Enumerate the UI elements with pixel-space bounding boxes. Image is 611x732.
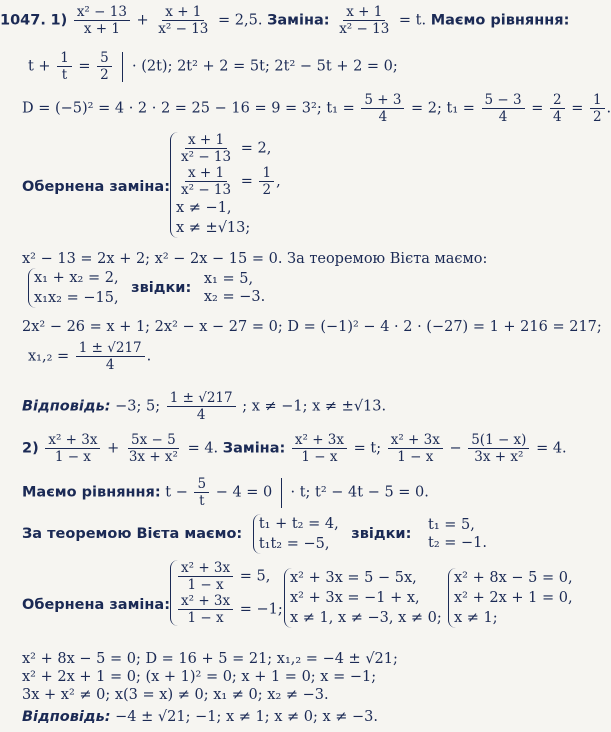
numerator: 5 + 3 — [361, 92, 404, 109]
fraction — [97, 50, 112, 83]
root: x₁ = 5, — [203, 271, 254, 287]
numerator: x + 1 — [185, 132, 227, 149]
text: t − — [165, 484, 188, 501]
fraction — [57, 50, 72, 83]
p2-vieta — [22, 514, 487, 554]
brace — [448, 568, 573, 628]
denominator: 4 — [552, 109, 562, 125]
obernena-label — [22, 178, 170, 196]
denominator: x² − 13 — [339, 21, 390, 37]
numerator: x + 1 — [162, 4, 204, 21]
numerator: x² + 3x — [178, 560, 233, 577]
fraction — [336, 4, 392, 37]
fraction — [361, 92, 404, 125]
numerator: 1 — [259, 165, 274, 182]
zamina-label: Заміна: — [222, 440, 286, 457]
fraction — [126, 432, 181, 465]
numerator: 1 ± √217 — [76, 340, 145, 357]
fraction — [292, 432, 347, 465]
answer-2 — [22, 708, 378, 726]
p2-line-2: x² + 2x + 1 = 0; (x + 1)² = 0; x + 1 = 0; x = −1; — [22, 669, 377, 685]
denominator: 1 − x — [187, 577, 224, 593]
denominator: 1 − x — [54, 449, 91, 465]
eq: x² + 2x + 1 = 0, — [454, 590, 573, 606]
fraction — [590, 92, 605, 125]
fraction — [482, 92, 525, 125]
text: = 5, — [239, 568, 271, 585]
equation-end: = 2,5. — [218, 12, 263, 29]
line-1 — [0, 4, 569, 37]
label: Обернена заміна: — [22, 597, 171, 613]
fraction — [178, 560, 233, 593]
numerator: x² − 13 — [74, 4, 130, 21]
text: ; x ≠ −1; x ≠ ±√13. — [242, 398, 387, 415]
denominator: 2 — [262, 182, 272, 198]
roots-line: x₁,₂ = $\frac{1 \pm √217}{4}$ . — [28, 340, 152, 373]
denominator: x² − 13 — [158, 21, 209, 37]
numerator: 1 — [590, 92, 605, 109]
text: x₁,₂ = — [28, 348, 70, 365]
text: t + — [28, 58, 51, 75]
text: + — [107, 440, 120, 457]
line-3: D = (−5)² = 4 · 2 · 2 = 25 − 16 = 9 = 3²; t₁ = $\frac{5 + 3}{4}$ = 2; t₁ = $\frac{5 - 3}{4}$ = $\frac{2}{4}$ = $\frac{1}{2}$ . — [22, 92, 611, 125]
condition: x ≠ −1, — [176, 200, 232, 216]
brace — [253, 514, 339, 554]
answer-1 — [22, 390, 386, 423]
numerator: 1 — [57, 50, 72, 67]
numerator: 5 − 3 — [482, 92, 525, 109]
brace — [28, 268, 119, 308]
root: t₁ = 5, — [428, 517, 475, 533]
fraction — [178, 132, 234, 165]
fraction — [155, 4, 211, 37]
numerator: 2 — [550, 92, 565, 109]
numerator: x² + 3x — [292, 432, 347, 449]
denominator: x² − 13 — [181, 149, 232, 165]
text: = 4. — [187, 440, 219, 457]
text: = −1; — [239, 601, 283, 618]
maemo-label: Маємо рівняння: — [430, 12, 570, 29]
denominator: 3x + x² — [474, 449, 524, 465]
root: t₂ = −1. — [428, 535, 487, 551]
vieta-line: x² − 13 = 2x + 2; x² − 2x − 15 = 0. За теоремою Вієта маємо: — [22, 251, 488, 267]
text: − 4 = 0 — [215, 484, 273, 501]
answer-label: Відповідь: — [22, 398, 111, 415]
eq: t₁t₂ = −5, — [258, 536, 330, 552]
eq: x² + 8x − 5 = 0, — [454, 570, 573, 586]
denominator: x + 1 — [83, 21, 120, 37]
text: −4 ± √21; −1; x ≠ 1; x ≠ 0; x ≠ −3. — [115, 709, 379, 725]
problem-number: 1047. — [0, 12, 46, 29]
text: = — [531, 100, 544, 117]
text: = 2, — [240, 140, 272, 157]
denominator: 1 − x — [187, 610, 224, 626]
text: D = (−5)² = 4 · 2 · 2 = 25 − 16 = 9 = 3²; t₁ = — [22, 100, 355, 117]
denominator: 1 − x — [301, 449, 338, 465]
numerator: x² + 3x — [178, 593, 233, 610]
numerator: x² + 3x — [388, 432, 443, 449]
operator: + — [136, 12, 154, 29]
numerator: x + 1 — [185, 165, 227, 182]
denominator: 2 — [592, 109, 602, 125]
zamina-label: Заміна: — [267, 12, 330, 29]
denominator: t — [61, 67, 68, 83]
denominator: 2 — [100, 67, 109, 83]
fraction — [259, 165, 274, 198]
eq: x² + 3x = −1 + x, — [290, 590, 420, 606]
disc-line: 2x² − 26 = x + 1; 2x² − x − 27 = 0; D = (−1)² − 4 · 2 · (−27) = 1 + 216 = 217; — [22, 319, 602, 335]
denominator: 4 — [196, 407, 206, 423]
zvidky-label: звідки: — [131, 280, 192, 296]
label: Обернена заміна: — [22, 179, 171, 195]
text: = — [240, 173, 253, 190]
fraction — [178, 593, 233, 626]
text: = 4. — [536, 440, 567, 457]
fraction — [388, 432, 443, 465]
fraction — [468, 432, 529, 465]
text: · t; t² − 4t − 5 = 0. — [290, 484, 429, 501]
fraction — [74, 4, 130, 37]
denominator: x² − 13 — [181, 182, 232, 198]
denominator: 4 — [498, 109, 508, 125]
part-label: 1) — [50, 12, 68, 29]
p2-system-c — [448, 568, 573, 628]
denominator: t — [199, 493, 205, 509]
text: −3; 5; — [115, 398, 161, 415]
brace — [284, 568, 442, 628]
eq: x₁ + x₂ = 2, — [34, 270, 119, 286]
brace: $\frac{x + 1}{\text{x² − 13}}$ = 2, $\frac{x + 1}{\text{x² − 13}}$ = $\frac{1}{2}$ , x ≠ −1, x ≠ ±√13; — [170, 132, 281, 238]
p2-system-a — [170, 560, 283, 626]
line-2 — [28, 50, 398, 83]
denominator: 3x + x² — [128, 449, 178, 465]
divider — [122, 52, 123, 82]
numerator: 5 — [97, 50, 112, 67]
fraction — [194, 476, 209, 509]
numerator: x + 1 — [343, 4, 385, 21]
fraction — [550, 92, 565, 125]
p2-maemo-line — [22, 476, 429, 509]
text: = 2; t₁ = — [411, 100, 475, 117]
denominator: 1 − x — [397, 449, 434, 465]
numerator: x² + 3x — [45, 432, 100, 449]
p2-system-b — [284, 568, 442, 628]
numerator: 5 — [194, 476, 209, 493]
part2-line — [22, 432, 567, 465]
vieta-system — [28, 268, 265, 308]
text: = — [78, 58, 91, 75]
eq: x ≠ 1; — [454, 610, 498, 626]
root: x₂ = −3. — [203, 289, 266, 305]
fraction — [178, 165, 234, 198]
substitution: = t. — [398, 12, 427, 29]
denominator: 4 — [378, 109, 388, 125]
eq: x ≠ 1, x ≠ −3, x ≠ 0; — [290, 610, 442, 626]
answer-label: Відповідь: — [22, 709, 111, 725]
text: = t; — [353, 440, 382, 457]
text: − — [449, 440, 462, 457]
p2-line-1: x² + 8x − 5 = 0; D = 16 + 5 = 21; x₁,₂ = −4 ± √21; — [22, 651, 398, 667]
eq: t₁ + t₂ = 4, — [258, 516, 339, 532]
system-1 — [170, 132, 281, 238]
p2-obern-label — [22, 596, 170, 614]
denominator: 4 — [105, 357, 115, 373]
fraction — [167, 390, 236, 423]
fraction — [45, 432, 100, 465]
divider — [281, 478, 282, 508]
label: За теоремою Вієта маємо: — [22, 526, 243, 542]
numerator: 1 ± √217 — [167, 390, 236, 407]
numerator: 5x − 5 — [128, 432, 179, 449]
p2-line-3: 3x + x² ≠ 0; x(3 = x) ≠ 0; x₁ ≠ 0; x₂ ≠ −3. — [22, 687, 329, 703]
brace — [170, 560, 283, 626]
text: = — [571, 100, 584, 117]
condition: x ≠ ±√13; — [176, 220, 251, 236]
eq: x² + 3x = 5 − 5x, — [290, 570, 417, 586]
numerator: 5(1 − x) — [468, 432, 529, 449]
text: · (2t); 2t² + 2 = 5t; 2t² − 5t + 2 = 0; — [131, 58, 398, 75]
label: Маємо рівняння: — [22, 484, 161, 501]
eq: x₁x₂ = −15, — [34, 290, 119, 306]
part-label: 2) — [22, 440, 39, 457]
zvidky-label: звідки: — [351, 526, 412, 542]
fraction — [76, 340, 145, 373]
